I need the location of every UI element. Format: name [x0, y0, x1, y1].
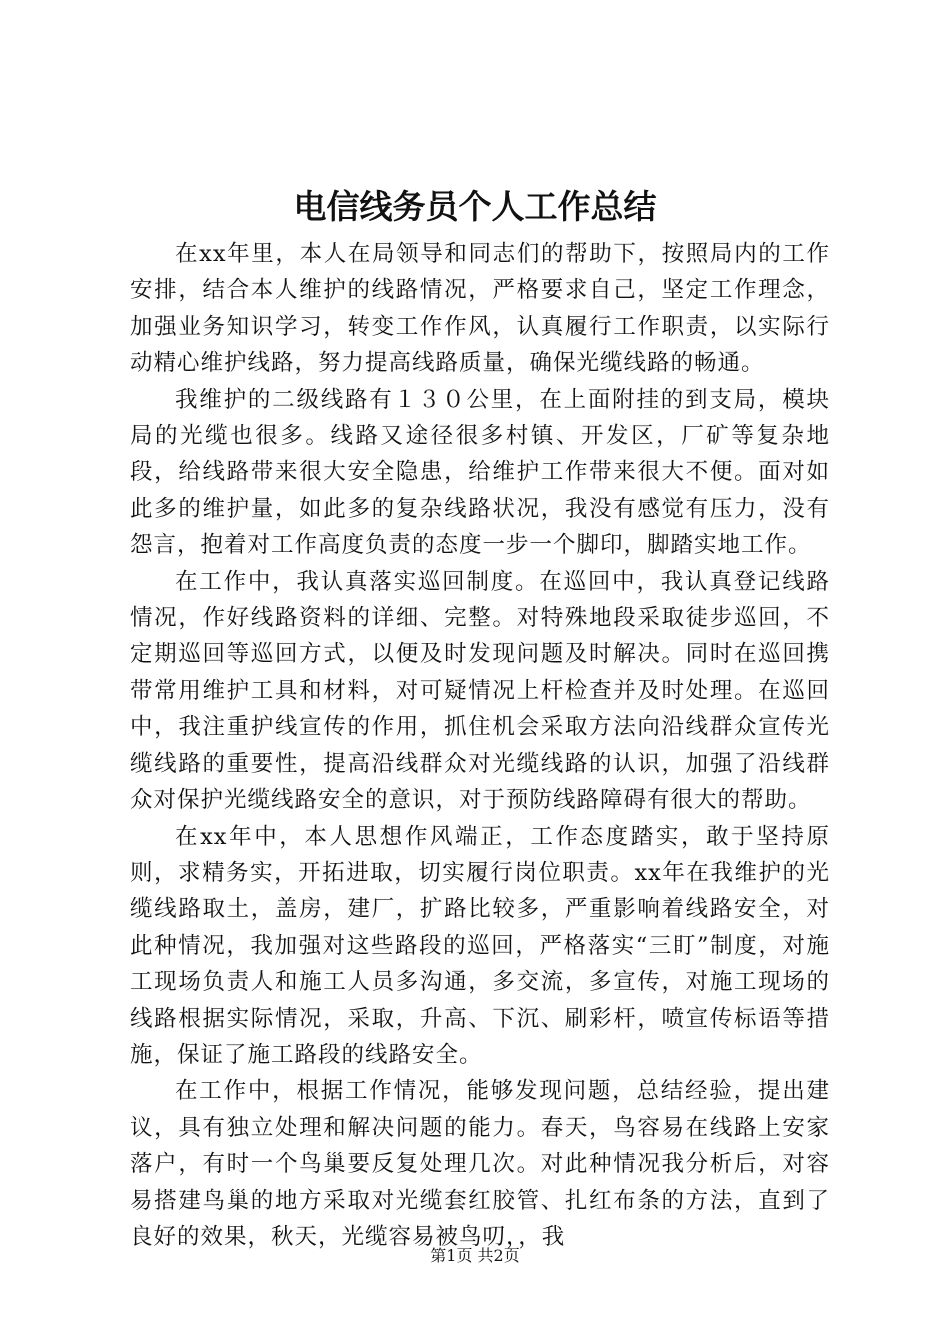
paragraph-5: 在工作中，根据工作情况，能够发现问题，总结经验，提出建议，具有独立处理和解决问题的能力。春天，鸟容易在线路上安家落户，有时一个鸟巢要反复处理几次。对此种情况我分析后，对容易搭建鸟巢的地方采取对光缆套红胶管、扎红布条的方法，直到了良好的效果，秋天，光缆容易被鸟叨，，我: [130, 1078, 830, 1250]
page-footer: 第1页 共2页: [430, 1246, 520, 1265]
paragraph-1: 在xx年里，本人在局领导和同志们的帮助下，按照局内的工作安排，结合本人维护的线路情况，严格要求自己，坚定工作理念，加强业务知识学习，转变工作作风，认真履行工作职责，以实际行动精心维护线路，努力提高线路质量，确保光缆线路的畅通。: [130, 241, 830, 377]
paragraph-4: 在xx年中，本人思想作风端正，工作态度踏实，敢于坚持原则，求精务实，开拓进取，切实履行岗位职责。xx年在我维护的光缆线路取土，盖房，建厂，扩路比较多，严重影响着线路安全，对此种情况，我加强对这些路段的巡回，严格落实“三盯”制度，对施工现场负责人和施工人员多沟通，多交流，多宣传，对施工现场的线路根据实际情况，采取，升高、下沉、刷彩杆，喷宣传标语等措施，保证了施工路段的线路安全。: [130, 823, 830, 1068]
document-title: 电信线务员个人工作总结: [293, 187, 657, 226]
paragraph-2: 我维护的二级线路有１３０公里，在上面附挂的到支局，模块局的光缆也很多。线路又途径很多村镇、开发区，厂矿等复杂地段，给线路带来很大安全隐患，给维护工作带来很大不便。面对如此多的维护量，如此多的复杂线路状况，我没有感觉有压力，没有怨言，抱着对工作高度负责的态度一步一个脚印，脚踏实地工作。: [130, 386, 830, 559]
document-body: [130, 236, 830, 1255]
paragraph-3: 在工作中，我认真落实巡回制度。在巡回中，我认真登记线路情况，作好线路资料的详细、完整。对特殊地段采取徒步巡回，不定期巡回等巡回方式，以便及时发现问题及时解决。同时在巡回携带常用维护工具和材料，对可疑情况上杆检查并及时处理。在巡回中，我注重护线宣传的作用，抓住机会采取方法向沿线群众宣传光缆线路的重要性，提高沿线群众对光缆线路的认识，加强了沿线群众对保护光缆线路安全的意识，对于预防线路障碍有很大的帮助。: [130, 568, 830, 814]
